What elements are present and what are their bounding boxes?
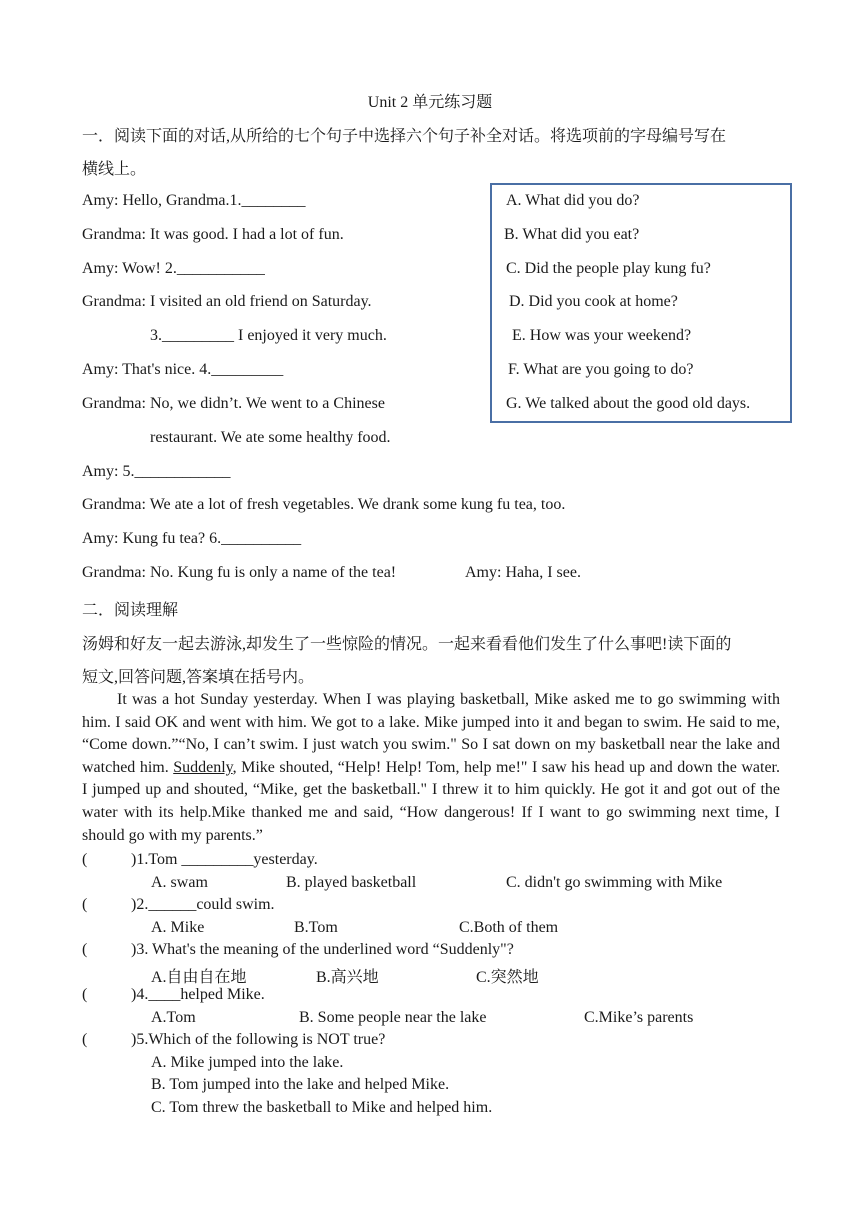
option-c: C. Did the people play kung fu? [506,260,711,277]
question-5-stem: )5.Which of the following is NOT true? [131,1031,386,1048]
dialogue-line-6: Amy: That's nice. 4._________ [82,361,284,378]
dialogue-line-9: Amy: 5.____________ [82,463,231,480]
options-box [490,183,792,423]
passage-text-1: It was a hot Sunday yesterday. When I was playing basketball, Mike asked me to go swimming with him. I said OK and went with him. We got to a lake. Mike jumped into it and began to swim. He said to me, “Come down.”“No, I can’t swim. I just watch you swim." So I sat down on my basketball near the lake and watched him. [82,691,780,776]
section2-heading: 二．阅读理解 [82,602,179,619]
question-2-stem: )2.______could swim. [131,896,275,913]
question-4-option-b: B. Some people near the lake [299,1009,487,1026]
question-1-option-c: C. didn't go swimming with Mike [506,874,723,891]
question-5-option-a: A. Mike jumped into the lake. [151,1054,344,1071]
section2-intro-line1: 汤姆和好友一起去游泳,却发生了一些惊险的情况。一起来看看他们发生了什么事吧!读下面的 [82,636,732,653]
dialogue-line-13: Amy: Haha, I see. [465,564,581,581]
dialogue-line-10: Grandma: We ate a lot of fresh vegetables. We drank some kung fu tea, too. [82,496,566,513]
dialogue-line-11: Amy: Kung fu tea? 6.__________ [82,530,302,547]
dialogue-line-7: Grandma: No, we didn’t. We went to a Chinese [82,395,385,412]
dialogue-line-12: Grandma: No. Kung fu is only a name of the tea! [82,564,397,581]
dialogue-line-4: Grandma: I visited an old friend on Saturday. [82,293,372,310]
reading-passage [82,689,780,847]
question-3-option-c: C.突然地 [476,969,539,986]
question-4-stem: )4.____helped Mike. [131,986,265,1003]
answer-bracket-2[interactable]: ( [82,896,88,913]
dialogue-line-5: 3._________ I enjoyed it very much. [150,327,387,344]
question-2-option-a: A. Mike [151,919,205,936]
answer-bracket-4[interactable]: ( [82,986,88,1003]
option-f: F. What are you going to do? [508,361,694,378]
option-g: G. We talked about the good old days. [506,395,751,412]
question-4-option-a: A.Tom [151,1009,196,1026]
dialogue-line-2: Grandma: It was good. I had a lot of fun. [82,226,344,243]
option-e: E. How was your weekend? [512,327,692,344]
answer-bracket-3[interactable]: ( [82,941,88,958]
underlined-word: Suddenly [173,758,233,776]
question-5-option-c: C. Tom threw the basketball to Mike and helped him. [151,1099,493,1116]
passage-text-2: , Mike shouted, “Help! Help! Tom, help me!" I saw his head up and down the water. I jumped up and shouted, “Mike, get the basketball." I threw it to him quickly. He got it and got out of the water with its help.Mike thanked me and said, “How dangerous! If I want to go swimming next time, I should go with my parents.” [82,758,780,844]
question-2-option-b: B.Tom [294,919,338,936]
option-d: D. Did you cook at home? [509,293,678,310]
question-5-option-b: B. Tom jumped into the lake and helped Mike. [151,1076,450,1093]
page-title: Unit 2 单元练习题 [367,94,493,111]
question-3-option-a: A.自由自在地 [151,969,247,986]
question-3-stem: )3. What's the meaning of the underlined word “Suddenly"? [131,941,514,958]
section1-heading-line1: 一．阅读下面的对话,从所给的七个句子中选择六个句子补全对话。将选项前的字母编号写在 [82,128,727,145]
question-1-stem: )1.Tom _________yesterday. [131,851,318,868]
option-a: A. What did you do? [506,192,640,209]
question-3-option-b: B.高兴地 [316,969,379,986]
section1-heading-line2: 横线上。 [82,161,147,178]
answer-bracket-1[interactable]: ( [82,851,88,868]
dialogue-line-1: Amy: Hello, Grandma.1.________ [82,192,306,209]
answer-bracket-5[interactable]: ( [82,1031,88,1048]
question-1-option-a: A. swam [151,874,208,891]
dialogue-line-3: Amy: Wow! 2.___________ [82,260,265,277]
option-b: B. What did you eat? [504,226,640,243]
dialogue-line-8: restaurant. We ate some healthy food. [150,429,391,446]
question-1-option-b: B. played basketball [286,874,417,891]
section2-intro-line2: 短文,回答问题,答案填在括号内。 [82,669,315,686]
question-4-option-c: C.Mike’s parents [584,1009,694,1026]
question-2-option-c: C.Both of them [459,919,559,936]
